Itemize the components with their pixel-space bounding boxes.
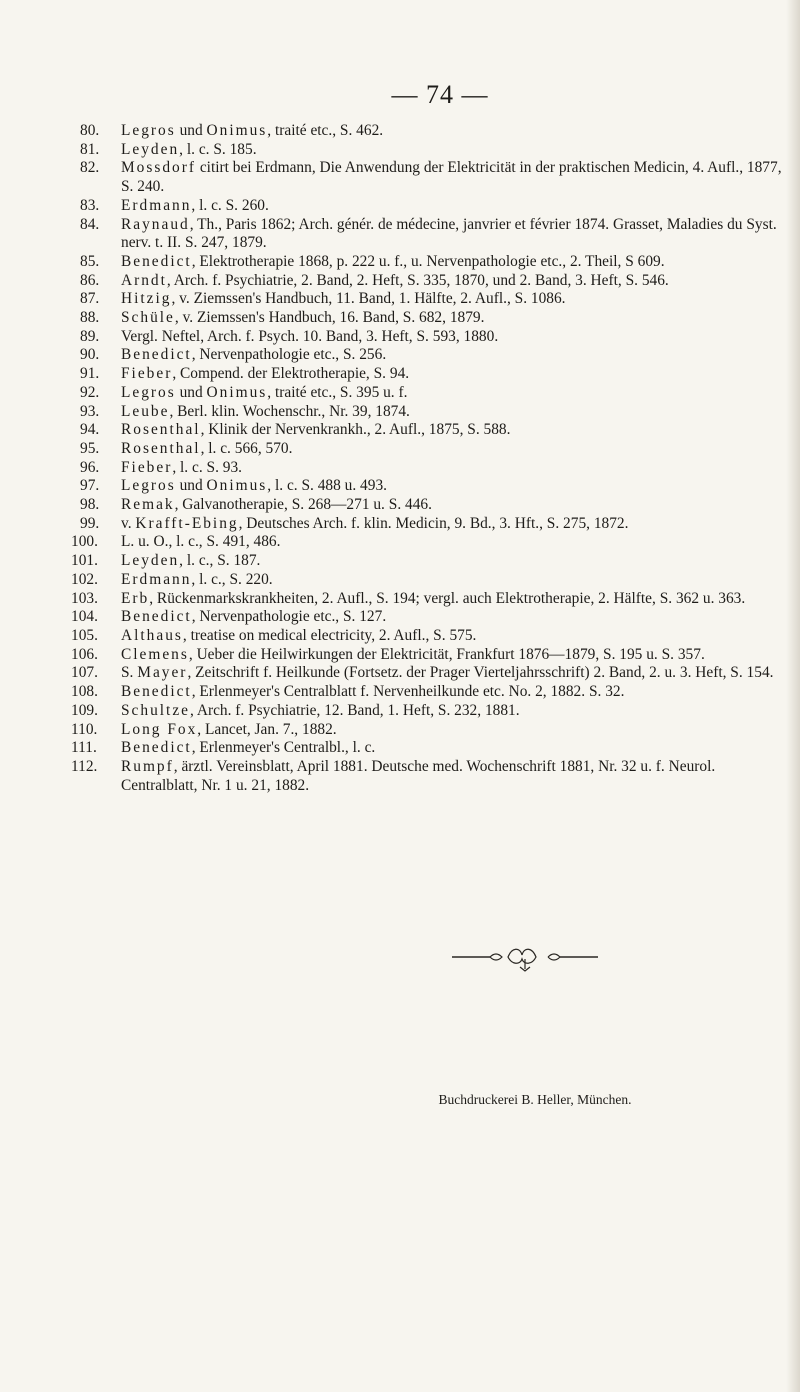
reference-number: 80. [80, 122, 100, 139]
reference-author: Benedict [121, 346, 192, 364]
reference-text: , Nervenpathologie etc., S. 256. [191, 346, 387, 364]
reference-author: Benedict [121, 252, 192, 270]
reference-item [77, 403, 793, 422]
reference-item [71, 589, 793, 609]
reference-author: Erdmann [121, 570, 192, 588]
reference-author: Onimus [206, 477, 268, 495]
reference-text: , Berl. klin. Wochenschr., Nr. 39, 1874. [169, 402, 410, 420]
reference-text: , l. c. S. 260. [191, 196, 269, 214]
reference-number: 112. [71, 757, 98, 775]
reference-number: 88. [80, 309, 100, 327]
reference-item [71, 739, 793, 758]
printer-imprint: Buchdruckerei B. Heller, München. [438, 1092, 632, 1107]
reference-author: Raynaud [121, 215, 190, 233]
reference-item [71, 533, 793, 552]
reference-number: 93. [80, 402, 100, 420]
reference-item [71, 608, 793, 627]
reference-text: , Lancet, Jan. 7., 1882. [197, 720, 337, 738]
reference-number: 90. [80, 346, 100, 364]
reference-author: Rosenthal [121, 439, 201, 457]
reference-text: , Arch. f. Psychiatrie, 2. Band, 2. Heft, S. 335, 1870, und 2. Band, 3. Heft, S. 546. [166, 271, 669, 289]
reference-text: , Compend. der Elektrotherapie, S. 94. [172, 365, 410, 383]
reference-item [77, 290, 793, 309]
reference-text: , Erlenmeyer's Centralblatt f. Nervenheilkunde etc. No. 2, 1882. S. 32. [191, 683, 625, 701]
reference-text: , l. c., S. 187. [179, 552, 261, 570]
reference-text: , Arch. f. Psychiatrie, 12. Band, 1. Heft, S. 232, 1881. [190, 701, 520, 719]
reference-author: Clemens [121, 645, 189, 663]
reference-text: , l. c. S. 185. [179, 140, 257, 158]
reference-number: 87. [80, 290, 100, 308]
reference-item [71, 720, 793, 740]
reference-item [71, 626, 793, 646]
reference-author: Legros [121, 383, 176, 401]
reference-item [77, 477, 793, 496]
reference-text: , Galvanotherapie, S. 268—271 u. S. 446. [174, 496, 432, 514]
reference-number: 91. [80, 365, 100, 383]
reference-number: 110. [71, 720, 98, 738]
reference-author: Benedict [121, 739, 192, 757]
reference-author: Arndt [121, 271, 167, 289]
reference-author: Legros [121, 122, 176, 139]
reference-author: Rosenthal [121, 421, 201, 439]
reference-text: , traité etc., S. 395 u. f. [267, 383, 408, 401]
reference-number: 101. [71, 552, 98, 570]
reference-author: Rumpf [121, 757, 174, 775]
reference-item [77, 496, 793, 515]
reference-item [71, 664, 793, 683]
reference-item [77, 384, 793, 403]
reference-author: Remak [121, 496, 175, 514]
reference-author: Althaus [121, 626, 183, 644]
reference-text: , Ueber die Heilwirkungen der Elektricität, Frankfurt 1876—1879, S. 195 u. S. 357. [188, 645, 705, 663]
reference-number: 97. [80, 477, 100, 495]
reference-text: und [175, 122, 207, 139]
reference-text: v. [121, 514, 136, 532]
reference-author: Benedict [121, 608, 192, 626]
reference-text: , v. Ziemssen's Handbuch, 11. Band, 1. Hälfte, 2. Aufl., S. 1086. [171, 290, 566, 308]
reference-text: L. u. O., l. c., S. 491, 486. [121, 533, 281, 551]
reference-text: , Zeitschrift f. Heilkunde (Fortsetz. der Prager Vierteljahrsschrift) 2. Band, 2. u. 3. Heft, S. 154. [187, 664, 774, 682]
reference-author: Schultze [121, 701, 190, 719]
reference-author: Long Fox [121, 720, 198, 738]
page-edge-shadow [786, 0, 800, 1392]
reference-item [77, 440, 793, 459]
reference-text: citirt bei Erdmann, Die Anwendung der Elektricität in der praktischen Medicin, 4. Aufl., 1877, S. 240. [121, 159, 782, 196]
reference-author: Hitzig [121, 290, 172, 308]
reference-number: 89. [80, 327, 100, 345]
reference-item [77, 365, 793, 384]
reference-item [71, 701, 793, 721]
reference-list [71, 122, 793, 795]
reference-number: 83. [80, 196, 100, 214]
reference-text: , treatise on medical electricity, 2. Aufl., S. 575. [182, 626, 477, 644]
reference-item [77, 421, 793, 440]
reference-text: , Th., Paris 1862; Arch. génér. de médecine, janvrier et février 1874. Grasset, Maladies du Syst. nerv. t. II. S. 247, 1879. [121, 215, 777, 252]
reference-number: 105. [71, 626, 98, 644]
reference-item [77, 272, 793, 291]
reference-text: und [175, 477, 207, 495]
reference-item [77, 346, 793, 365]
reference-author: Legros [121, 477, 176, 495]
reference-author: Leyden [121, 552, 180, 570]
reference-number: 96. [80, 458, 100, 476]
reference-number: 99. [80, 514, 100, 532]
reference-number: 95. [80, 439, 100, 457]
reference-number: 103. [71, 589, 98, 607]
reference-text: , l. c., S. 220. [191, 570, 273, 588]
reference-author: Benedict [121, 683, 192, 701]
reference-author: Schüle [121, 309, 175, 327]
reference-item [77, 216, 793, 253]
reference-number: 100. [71, 533, 98, 551]
reference-item [71, 683, 793, 702]
reference-number: 106. [71, 645, 98, 663]
reference-item [77, 309, 793, 328]
reference-text: , Deutsches Arch. f. klin. Medicin, 9. Bd., 3. Hft., S. 275, 1872. [238, 514, 629, 532]
reference-item [77, 122, 793, 141]
reference-number: 108. [71, 683, 98, 701]
reference-author: Fieber [121, 365, 173, 383]
reference-text: , Elektrotherapie 1868, p. 222 u. f., u. Nervenpathologie etc., 2. Theil, S 609. [191, 252, 665, 270]
reference-author: Leyden [121, 140, 180, 158]
reference-number: 81. [80, 140, 100, 158]
reference-text: , l. c. S. 488 u. 493. [267, 477, 387, 495]
reference-item [77, 141, 793, 160]
reference-item [71, 757, 793, 795]
reference-item [77, 159, 793, 196]
reference-text: , Rückenmarkskrankheiten, 2. Aufl., S. 194; vergl. auch Elektrotherapie, 2. Hälfte, S. 362 u. 363. [149, 589, 746, 607]
reference-author: Erb [121, 589, 150, 607]
reference-text: S. [121, 664, 138, 682]
reference-text: , traité etc., S. 462. [267, 122, 384, 139]
reference-number: 82. [80, 159, 100, 177]
reference-number: 86. [80, 271, 100, 289]
reference-author: Mossdorf [121, 159, 196, 177]
reference-text: und [175, 383, 207, 401]
reference-item [77, 253, 793, 272]
reference-number: 98. [80, 496, 100, 514]
reference-text: , Klinik der Nervenkrankh., 2. Aufl., 1875, S. 588. [200, 421, 511, 439]
reference-number: 85. [80, 252, 100, 270]
reference-author: Leube [121, 402, 170, 420]
reference-text: , ärztl. Vereinsblatt, April 1881. Deutsche med. Wochenschrift 1881, Nr. 32 u. f. Neurol. Centralblatt, Nr. 1 u. 21, 1882. [121, 757, 716, 794]
reference-number: 107. [71, 664, 98, 682]
page-number: — 74 — [391, 80, 489, 109]
reference-item [77, 515, 793, 534]
reference-number: 102. [71, 570, 98, 588]
ornament-divider [450, 945, 600, 973]
reference-item [71, 552, 793, 571]
reference-author: Krafft-Ebing [135, 514, 239, 532]
reference-text: Vergl. Neftel, Arch. f. Psych. 10. Band, 3. Heft, S. 593, 1880. [121, 327, 499, 345]
reference-text: , Nervenpathologie etc., S. 127. [191, 608, 387, 626]
reference-item [71, 570, 793, 590]
reference-item [77, 459, 793, 478]
reference-number: 104. [71, 608, 98, 626]
reference-author: Mayer [137, 664, 188, 682]
reference-text: , l. c. 566, 570. [200, 439, 293, 457]
reference-author: Erdmann [121, 196, 192, 214]
reference-item [77, 328, 793, 347]
reference-number: 84. [80, 215, 100, 233]
reference-author: Onimus [206, 383, 268, 401]
reference-number: 94. [80, 421, 100, 439]
reference-text: , v. Ziemssen's Handbuch, 16. Band, S. 682, 1879. [174, 309, 485, 327]
reference-item [71, 645, 793, 665]
reference-author: Fieber [121, 458, 173, 476]
reference-number: 109. [71, 701, 98, 719]
reference-number: 111. [71, 739, 97, 757]
reference-text: , l. c. S. 93. [172, 458, 243, 476]
reference-author: Onimus [206, 122, 268, 139]
reference-item [77, 197, 793, 216]
reference-text: , Erlenmeyer's Centralbl., l. c. [191, 739, 376, 757]
reference-number: 92. [80, 383, 100, 401]
